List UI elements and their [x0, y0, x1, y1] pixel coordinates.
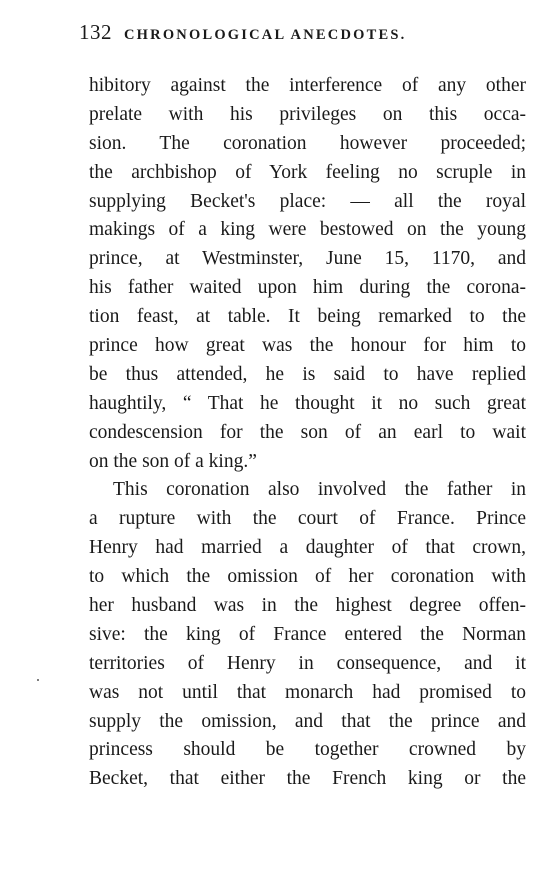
- text-line: prince, at Westminster, June 15, 1170, and: [89, 248, 526, 270]
- text-line: supply the omission, and that the prince and: [89, 710, 526, 732]
- text-line: prince how great was the honour for him to: [89, 335, 526, 357]
- text-line: sive: the king of France entered the Norman: [89, 623, 526, 645]
- text-line: Becket, that either the French king or the: [89, 768, 526, 790]
- page-number: 132: [79, 20, 112, 44]
- text-line: This coronation also involved the father in: [113, 479, 526, 501]
- running-head: CHRONOLOGICAL ANECDOTES.: [124, 27, 407, 43]
- text-line: supplying Becket's place: — all the royal: [89, 190, 526, 212]
- text-line: on the son of a king.”: [89, 450, 257, 472]
- text-line: princess should be together crowned by: [89, 739, 526, 761]
- text-line: makings of a king were bestowed on the young: [89, 219, 526, 241]
- text-line: Henry had married a daughter of that crown,: [89, 537, 526, 559]
- page-header: [79, 20, 529, 50]
- text-line: her husband was in the highest degree offen-: [89, 595, 526, 617]
- text-line: a rupture with the court of France. Prince: [89, 508, 526, 530]
- text-line: territories of Henry in consequence, and it: [89, 652, 526, 674]
- text-line: was not until that monarch had promised to: [89, 681, 526, 703]
- text-line: tion feast, at table. It being remarked to the: [89, 306, 526, 328]
- body-text: [89, 72, 526, 794]
- text-line: hibitory against the interference of any other: [89, 75, 526, 96]
- paragraph-2: [89, 476, 526, 794]
- text-line: haughtily, “ That he thought it no such great: [89, 392, 526, 414]
- paragraph-1: [89, 72, 526, 476]
- text-line: his father waited upon him during the corona-: [89, 277, 526, 299]
- text-line: the archbishop of York feeling no scruple in: [89, 161, 526, 183]
- ink-speck: [37, 679, 39, 681]
- text-line: prelate with his privileges on this occa-: [89, 103, 526, 125]
- text-line: be thus attended, he is said to have replied: [89, 363, 526, 385]
- text-line: condescension for the son of an earl to wait: [89, 421, 526, 443]
- text-line: sion. The coronation however proceeded;: [89, 132, 526, 154]
- text-line: to which the omission of her coronation with: [89, 566, 526, 588]
